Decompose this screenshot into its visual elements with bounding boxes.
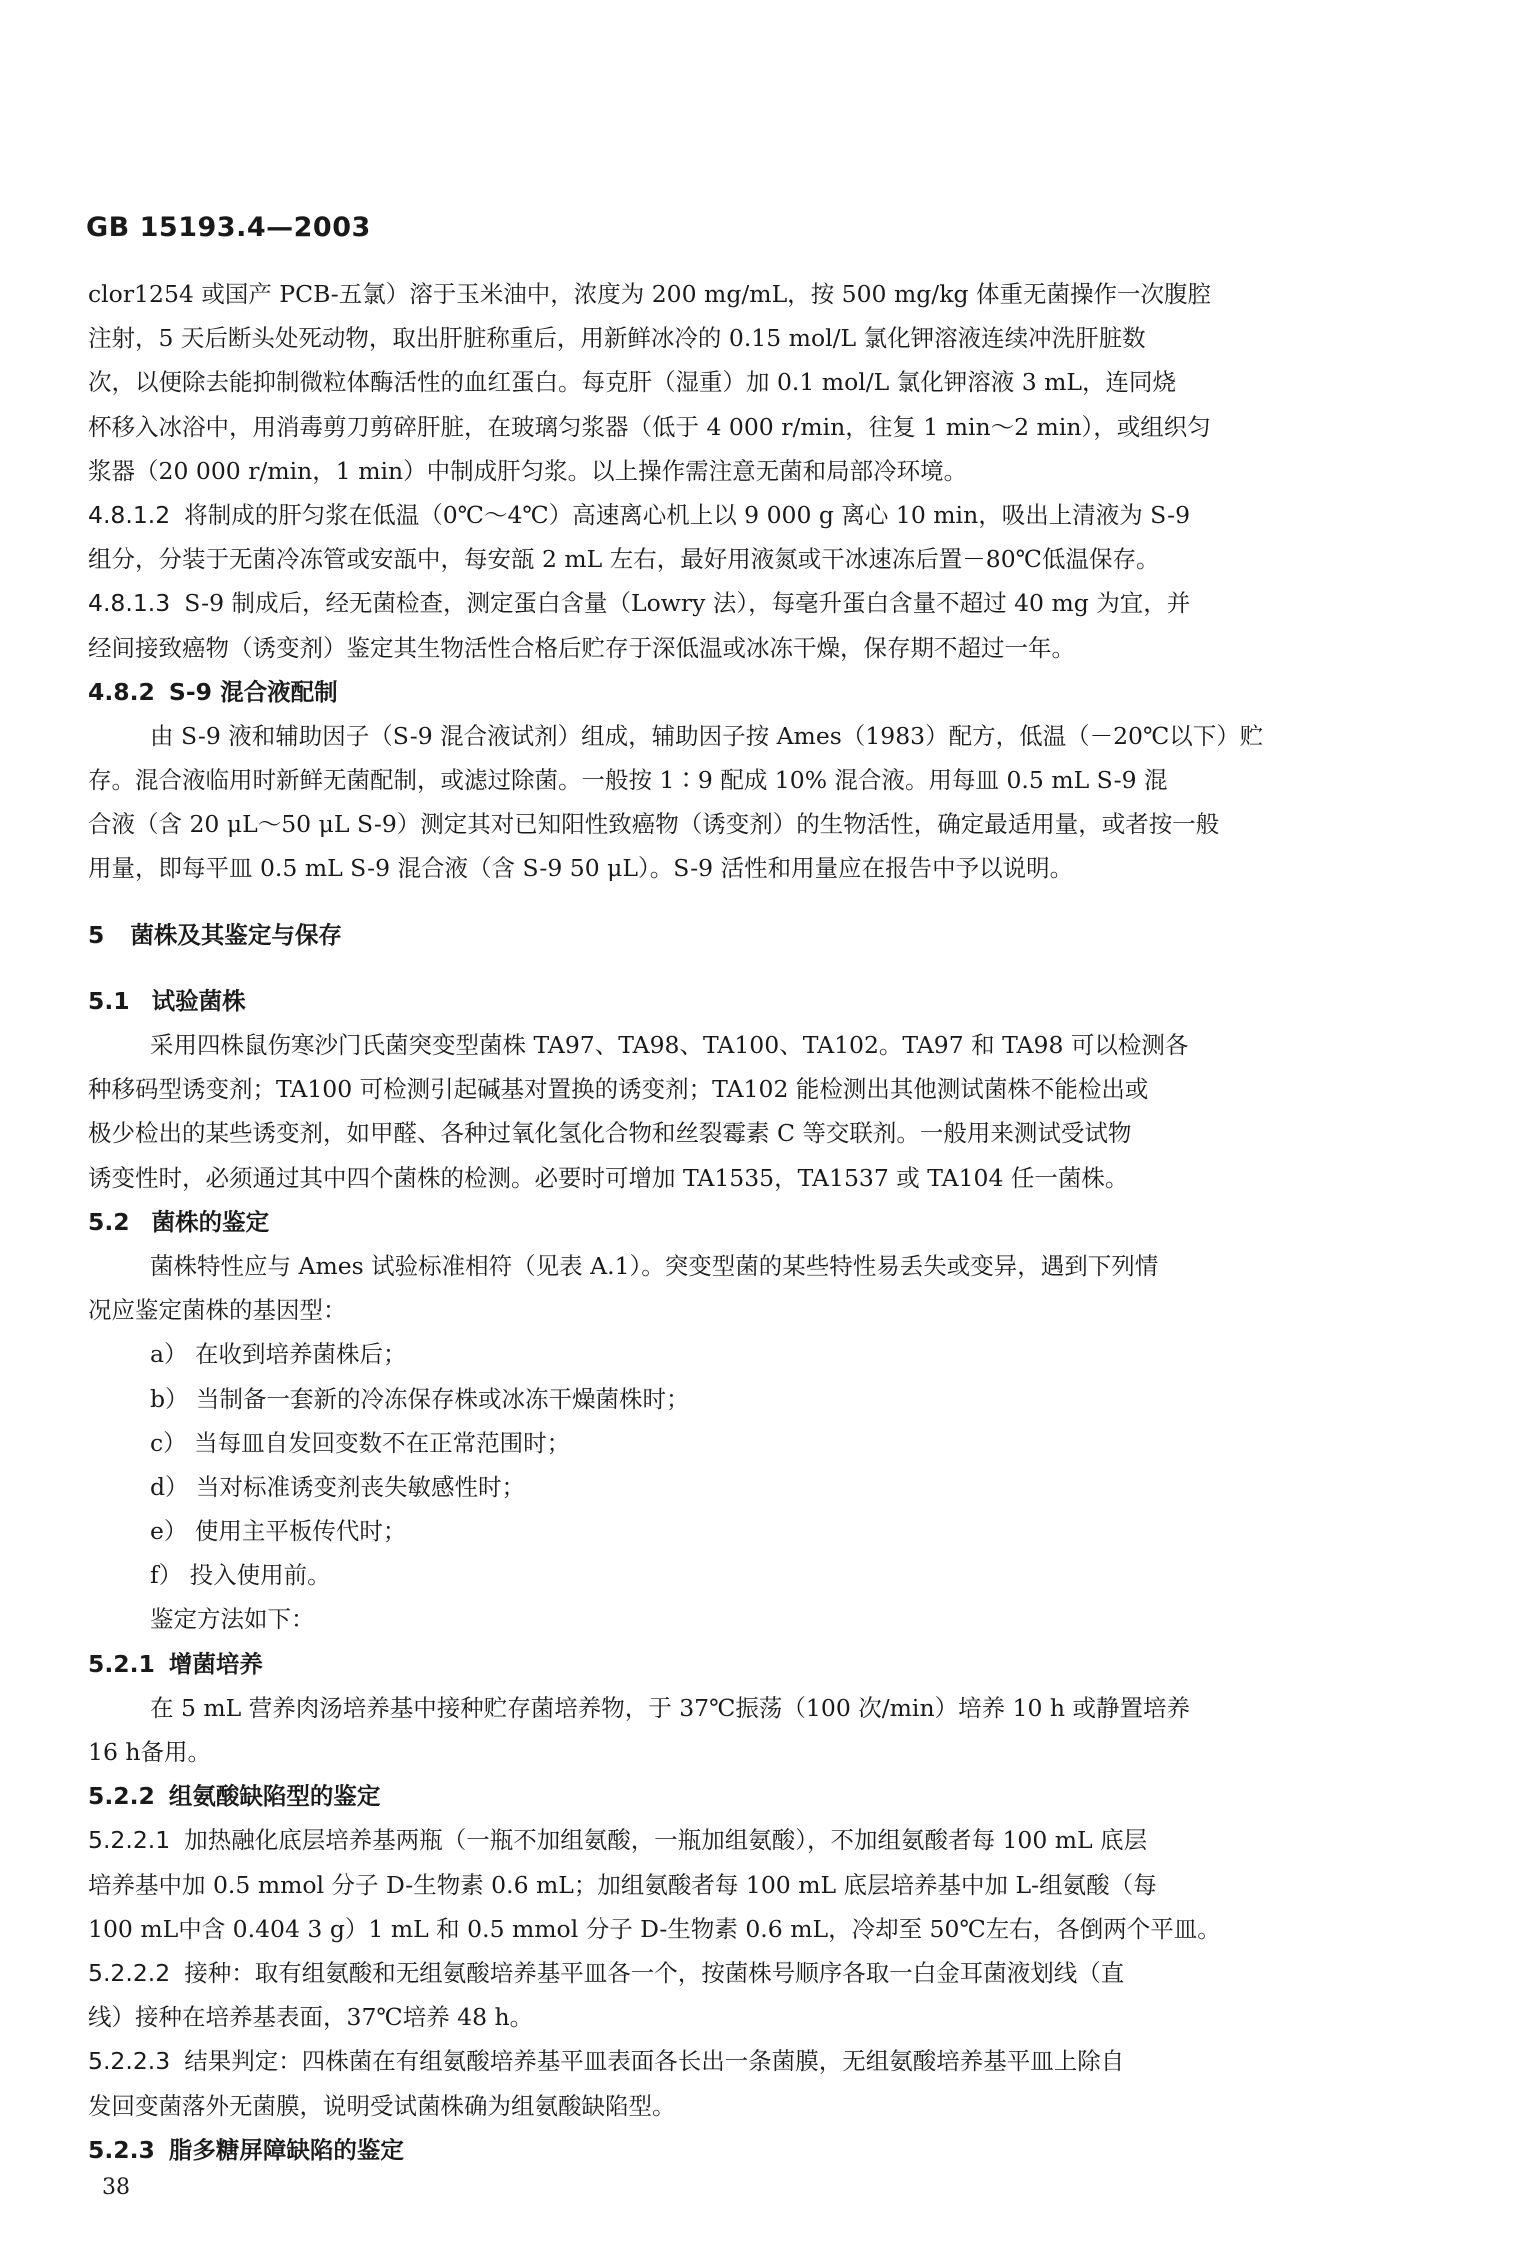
page-number: 38 [102,2175,130,2200]
list-item: e） 使用主平板传代时； [150,1517,407,1546]
clause-5-2-2-3 [88,2039,1396,2083]
clause-text: 结果判定：四株菌在有组氨酸培养基平皿表面各长出一条菌膜，无组氨酸培养基平皿上除自 [184,2047,1125,2076]
clause-number: 5.2.2.1 [88,1826,171,1855]
section-heading-5-2-1 [88,1642,1396,1686]
clause-number: 4.8.1.2 [88,500,171,529]
paragraph-line: 诱变性时，必须通过其中四个菌株的检测。必要时可增加 TA1535，TA1537 或 TA104 任一菌株。 [88,1163,1129,1192]
paragraph-line: 鉴定方法如下： [150,1605,315,1634]
clause-text: 将制成的肝匀浆在低温（0℃～4℃）高速离心机上以 9 000 g 离心 10 min，吸出上清液为 S-9 [184,500,1191,529]
clause-4-8-1-3 [88,581,1396,625]
paragraph-line: 经间接致癌物（诱变剂）鉴定其生物活性合格后贮存于深低温或冰冻干燥，保存期不超过一年。 [88,633,1075,662]
section-number: 5.1 [88,986,130,1015]
paragraph-line: 用量，即每平皿 0.5 mL S-9 混合液（含 S-9 50 μL）。S-9 活性和用量应在报告中予以说明。 [88,854,1074,883]
clause-text: S-9 制成后，经无菌检查，测定蛋白含量（Lowry 法），每毫升蛋白含量不超过 40 mg 为宜，并 [184,589,1191,618]
section-number: 5.2 [88,1207,130,1236]
section-number: 5.2.3 [88,2135,155,2164]
paragraph-line: 注射，5 天后断头处死动物，取出肝脏称重后，用新鲜冰冷的 0.15 mol/L 氯化钾溶液连续冲洗肝脏数 [88,324,1146,353]
section-title: S-9 混合液配制 [168,677,338,706]
paragraph-line: 浆器（20 000 r/min，1 min）中制成肝匀浆。以上操作需注意无菌和局部冷环境。 [88,456,968,485]
paragraph-line: 杯移入冰浴中，用消毒剪刀剪碎肝脏，在玻璃匀浆器（低于 4 000 r/min，往复 1 min～2 min），或组织匀 [88,412,1211,441]
section-title: 脂多糖屏障缺陷的鉴定 [168,2135,404,2164]
clause-4-8-1-2 [88,493,1396,537]
section-heading-5-2-3 [88,2128,1396,2172]
paragraph-line: 由 S-9 液和辅助因子（S-9 混合液试剂）组成，辅助因子按 Ames（1983）配方，低温（－20℃以下）贮 [150,721,1264,750]
section-heading-5-1 [88,979,1396,1023]
clause-text: 加热融化底层培养基两瓶（一瓶不加组氨酸，一瓶加组氨酸），不加组氨酸者每 100 mL 底层 [184,1826,1148,1855]
standard-code-header: GB 15193.4—2003 [86,212,371,243]
section-heading-4-8-2 [88,670,1396,714]
section-title: 组氨酸缺陷型的鉴定 [168,1782,381,1811]
paragraph-line: 次，以便除去能抑制微粒体酶活性的血红蛋白。每克肝（湿重）加 0.1 mol/L 氯化钾溶液 3 mL，连同烧 [88,368,1177,397]
clause-number: 4.8.1.3 [88,589,171,618]
section-title: 菌株的鉴定 [151,1207,270,1236]
paragraph-line: 培养基中加 0.5 mmol 分子 D-生物素 0.6 mL；加组氨酸者每 100 mL 底层培养基中加 L-组氨酸（每 [88,1870,1157,1899]
paragraph-line: 在 5 mL 营养肉汤培养基中接种贮存菌培养物，于 37℃振荡（100 次/min）培养 10 h 或静置培养 [150,1693,1191,1722]
section-heading-5-2 [88,1200,1396,1244]
section-number: 5 [88,920,105,949]
document-body [88,272,1396,2172]
section-number: 4.8.2 [88,677,155,706]
section-title: 增菌培养 [168,1649,263,1678]
spacer [88,891,1396,913]
paragraph-line: clor1254 或国产 PCB-五氯）溶于玉米油中，浓度为 200 mg/mL，按 500 mg/kg 体重无菌操作一次腹腔 [88,280,1211,308]
list-item: c） 当每皿自发回变数不在正常范围时； [150,1428,571,1457]
paragraph-line: 采用四株鼠伤寒沙门氏菌突变型菌株 TA97、TA98、TA100、TA102。TA97 和 TA98 可以检测各 [150,1031,1189,1059]
spacer [88,957,1396,979]
list-item: d） 当对标准诱变剂丧失敏感性时； [150,1472,526,1501]
list-item: f） 投入使用前。 [150,1561,331,1590]
clause-number: 5.2.2.2 [88,1958,171,1987]
clause-5-2-2-2 [88,1951,1396,1995]
section-title: 菌株及其鉴定与保存 [130,920,342,949]
section-title: 试验菌株 [151,986,246,1015]
list-item: b） 当制备一套新的冷冻保存株或冰冻干燥菌株时； [150,1384,690,1413]
paragraph-line: 存。混合液临用时新鲜无菌配制，或滤过除菌。一般按 1∶9 配成 10% 混合液。用每皿 0.5 mL S-9 混 [88,766,1168,795]
paragraph-line: 菌株特性应与 Ames 试验标准相符（见表 A.1）。突变型菌的某些特性易丢失或变异，遇到下列情 [150,1251,1159,1280]
paragraph-line: 极少检出的某些诱变剂，如甲醛、各种过氧化氢化合物和丝裂霉素 C 等交联剂。一般用来测试受试物 [88,1119,1132,1148]
paragraph-line: 合液（含 20 μL～50 μL S-9）测定其对已知阳性致癌物（诱变剂）的生物活性，确定最适用量，或者按一般 [88,810,1220,839]
clause-5-2-2-1 [88,1818,1396,1862]
paragraph-line: 线）接种在培养基表面，37℃培养 48 h。 [88,2003,534,2032]
section-number: 5.2.1 [88,1649,155,1678]
section-heading-5-2-2 [88,1774,1396,1818]
paragraph-line: 发回变菌落外无菌膜，说明受试菌株确为组氨酸缺陷型。 [88,2091,676,2120]
paragraph-line: 100 mL中含 0.404 3 g）1 mL 和 0.5 mmol 分子 D-生物素 0.6 mL，冷却至 50℃左右，各倒两个平皿。 [88,1914,1221,1943]
list-item: a） 在收到培养菌株后； [150,1340,407,1369]
clause-text: 接种：取有组氨酸和无组氨酸培养基平皿各一个，按菌株号顺序各取一白金耳菌液划线（直 [184,1958,1125,1987]
paragraph-line: 组分，分装于无菌冷冻管或安瓿中，每安瓿 2 mL 左右，最好用液氮或干冰速冻后置－80℃低温保存。 [88,545,1160,574]
paragraph-line: 16 h备用。 [88,1738,212,1766]
section-heading-5 [88,913,1396,957]
paragraph-line: 况应鉴定菌株的基因型： [88,1296,347,1325]
clause-number: 5.2.2.3 [88,2047,171,2076]
section-number: 5.2.2 [88,1782,155,1811]
paragraph-line: 种移码型诱变剂；TA100 可检测引起碱基对置换的诱变剂；TA102 能检测出其他测试菌株不能检出或 [88,1075,1149,1104]
